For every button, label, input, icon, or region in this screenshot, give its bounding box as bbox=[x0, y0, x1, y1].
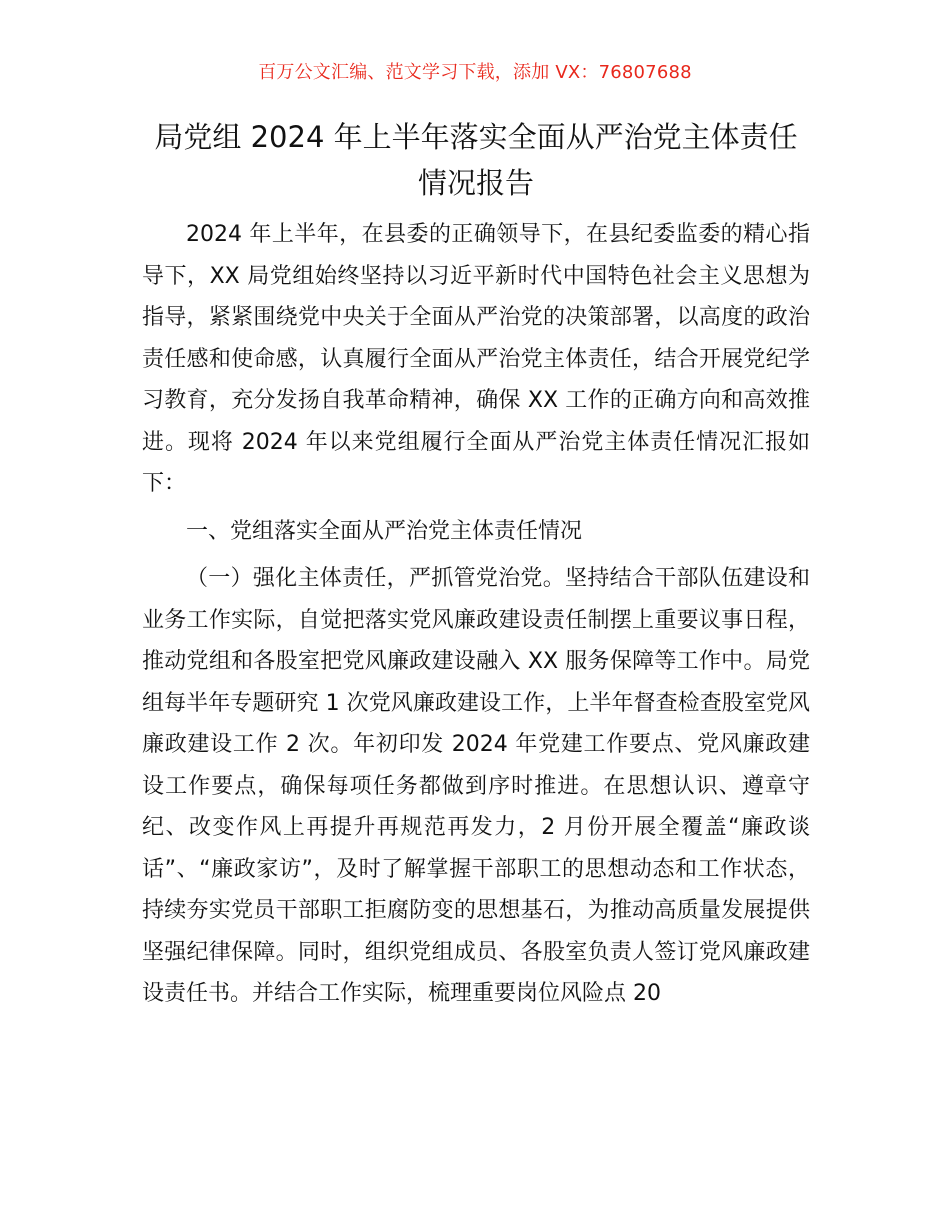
section-paragraph: （一）强化主体责任，严抓管党治党。坚持结合干部队伍建设和业务工作实际，自觉把落实党风廉政建设责任制摆上重要议事日程，推动党组和各股室把党风廉政建设融入 XX 服务保障等工作中。局党组每半年专题研究 1 次党风廉政建设工作，上半年督查检查股室党风廉政建设工作 2 次。年初印发 2024 年党建工作要点、党风廉政建设工作要点，确保每项任务都做到序时推进。在思想认识、遵章守纪、改变作风上再提升再规范再发力，2 月份开展全覆盖“廉政谈话”、“廉政家访”，及时了解掌握干部职工的思想动态和工作状态，持续夯实党员干部职工拒腐防变的思想基石，为推动高质量发展提供坚强纪律保障。同时，组织党组成员、各股室负责人签订党风廉政建设责任书。并结合工作实际，梳理重要岗位风险点 20 bbox=[142, 566, 810, 1006]
promo-banner: 百万公文汇编、范文学习下载，添加 VX：76807688 bbox=[258, 62, 692, 83]
intro-paragraph: 2024 年上半年，在县委的正确领导下，在县纪委监委的精心指导下，XX 局党组始终坚持以习近平新时代中国特色社会主义思想为指导，紧紧围绕党中央关于全面从严治党的决策部署，以高度的政治责任感和使命感，认真履行全面从严治党主体责任，结合开展党纪学习教育，充分发扬自我革命精神，确保 XX 工作的正确方向和高效推进。现将 2024 年以来党组履行全面从严治党主体责任情况汇报如下： bbox=[142, 222, 810, 496]
section-heading: 一、党组落实全面从严治党主体责任情况 bbox=[186, 518, 583, 544]
document-title: 局党组 2024 年上半年落实全面从严治党主体责任情况报告 bbox=[154, 120, 798, 200]
document-body bbox=[142, 214, 810, 1015]
